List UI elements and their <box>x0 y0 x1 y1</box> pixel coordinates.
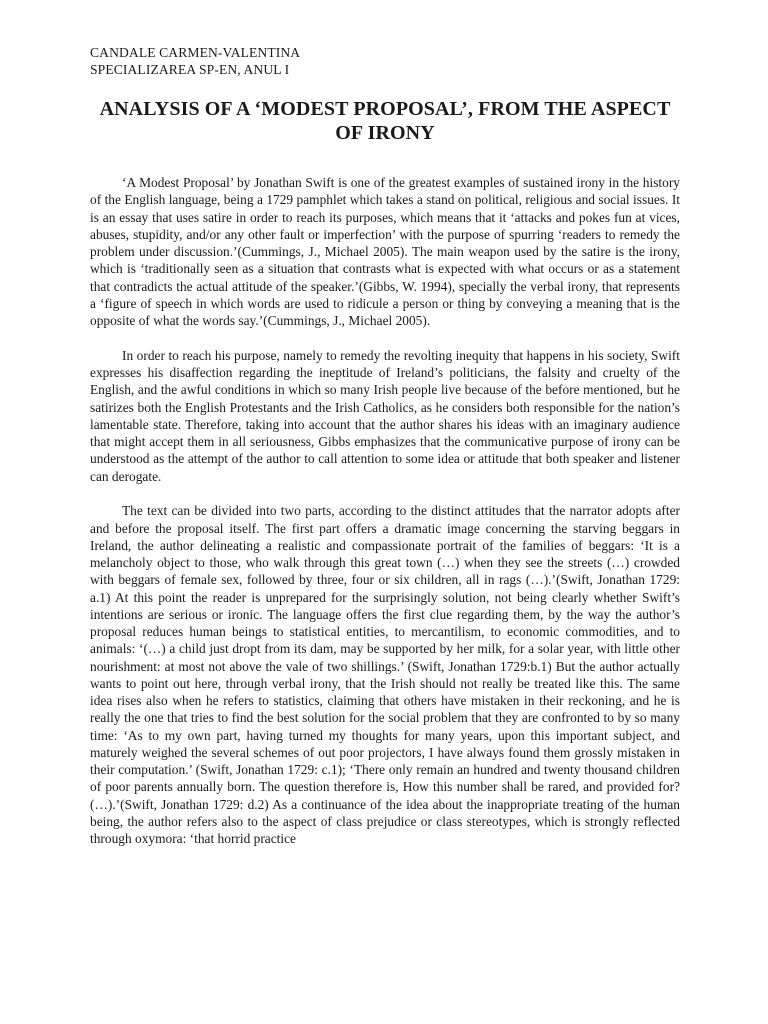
author-name: CANDALE CARMEN-VALENTINA <box>90 45 301 60</box>
paragraph-1: ‘A Modest Proposal’ by Jonathan Swift is one of the greatest examples of sustained irony in the history of the English language, being a 1729 pamphlet which takes a stand on political, religious and social issues. It is an essay that uses satire in order to reach its purposes, which means that it ‘attacks and pokes fun at vices, abuses, stupidity, and/or any other fault or imperfection’ with the purpose of spurring ‘readers to remedy the problem under discussion.’(Cummings, J., Michael 2005). The main weapon used by the satire is the irony, which is ‘traditionally seen as a situation that contrasts what is expected with what occurs or as a statement that contradicts the actual attitude of the speaker.’(Gibbs, W. 1994), specially the verbal irony, that represents a ‘figure of speech in which words are used to ridicule a person or thing by conveying a meaning that is the opposite of what the words say.’(Cummings, J., Michael 2005). <box>90 175 680 328</box>
document-body <box>90 174 680 847</box>
specialization-line: SPECIALIZAREA SP-EN, ANUL I <box>90 62 290 77</box>
paragraph-2: In order to reach his purpose, namely to remedy the revolting inequity that happens in his society, Swift expresses his disaffection regarding the ineptitude of Ireland’s politicians, the falsity and cruelty of the English, and the awful conditions in which so many Irish people live because of the before mentioned, but he satirizes both the English Protestants and the Irish Catholics, as he considers both responsible for the nation’s lamentable state. Therefore, taking into account that the author shares his ideas with an imaginary audience that might accept them in all seriousness, Gibbs emphasizes that the communicative purpose of irony can be understood as the attempt of the author to call attention to some idea or attitude that both speaker and listener can derogate. <box>90 347 680 484</box>
paragraph-3: The text can be divided into two parts, according to the distinct attitudes that the narrator adopts after and before the proposal itself. The first part offers a dramatic image concerning the starving beggars in Ireland, the author delineating a realistic and compassionate portrait of the families of beggars: ‘It is a melancholy object to those, who walk through this great town (…) when they see the streets (…) crowded with beggars of female sex, followed by three, four or six children, all in rags (…).’(Swift, Jonathan 1729: a.1) At this point the reader is unprepared for the surprisingly solution, not being clearly whether Swift’s intentions are serious or ironic. The language offers the first clue regarding them, by the way the author’s proposal reduces human beings to statistical entities, to mercantilism, to economic commodities, and to animals: ‘(…) a child just dropt from its dam, may be supported by her milk, for a solar year, with little other nourishment: at most not above the vale of two shillings.’ (Swift, Jonathan 1729:b.1) But the author actually wants to point out here, through verbal irony, that the Irish should not really be treated like this. The same idea rises also when he refers to statistics, claiming that others have mistaken in their reckoning, and he is really the one that tries to find the best solution for the social problem that they are confronted to by so many time: ‘As to my own part, having turned my thoughts for many years, upon this important subject, and maturely weighed the several schemes of out poor projectors, I have always found them grossly mistaken in their computation.’ (Swift, Jonathan 1729: c.1); ‘There only remain an hundred and twenty thousand children of poor parents annually born. The question therefore is, How this number shall be rared, and provided for? (…).’(Swift, Jonathan 1729: d.2) As a continuance of the idea about the inappropriate treating of the human being, the author refers also to the aspect of class prejudice or class stereotypes, which is strongly reflected through oxymora: ‘that horrid practice <box>90 503 680 846</box>
document-title: ANALYSIS OF A ‘MODEST PROPOSAL’, FROM THE ASPECT OF IRONY <box>99 98 671 144</box>
